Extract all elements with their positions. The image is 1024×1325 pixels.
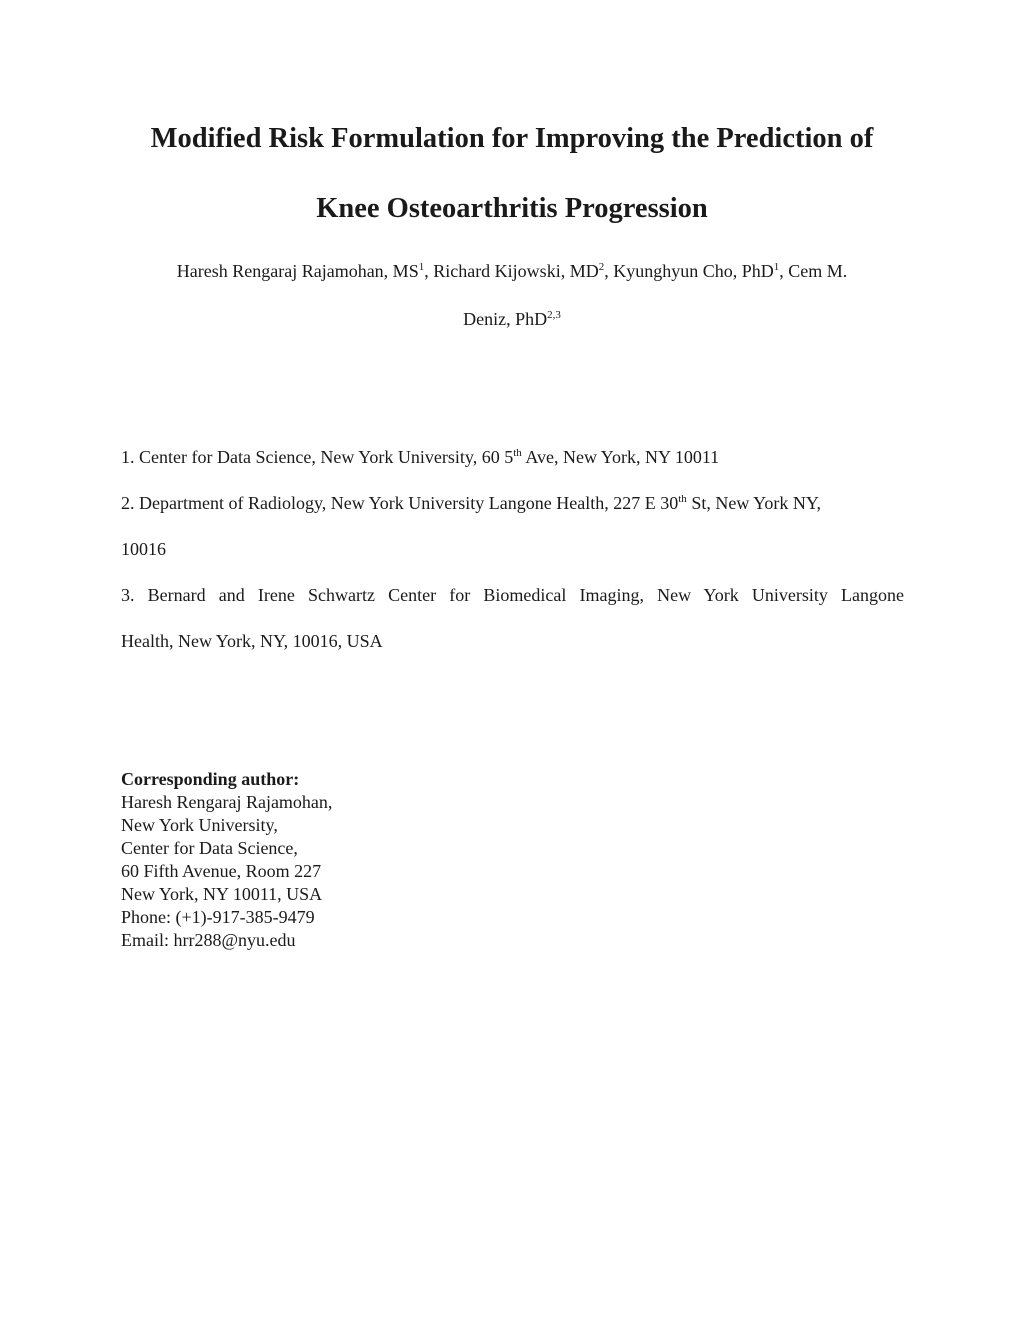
paper-title-line-1: Modified Risk Formulation for Improving the Prediction of <box>150 123 874 154</box>
affiliation-text: 2. Department of Radiology, New York University Langone Health, 227 E 30 <box>121 493 679 513</box>
author-name: Haresh Rengaraj Rajamohan, MS <box>176 261 419 281</box>
corresponding-author-name: Haresh Rengaraj Rajamohan, <box>121 792 333 812</box>
affiliation-text: Ave, New York, NY 10011 <box>521 447 720 467</box>
affiliation-2 <box>121 492 904 514</box>
affiliation-1 <box>121 446 904 468</box>
affiliation-text: 1. Center for Data Science, New York University, 60 5 <box>121 447 514 467</box>
author-name: , Kyunghyun Cho, PhD <box>604 261 774 281</box>
author-name: Deniz, PhD <box>463 309 548 329</box>
author-name: , Richard Kijowski, MD <box>424 261 599 281</box>
corresponding-author-city: New York, NY 10011, USA <box>121 884 323 904</box>
author-affiliation-marker: 2 <box>598 261 605 273</box>
author-affiliation-marker: 1 <box>773 261 780 273</box>
paper-title-line-2: Knee Osteoarthritis Progression <box>316 193 708 224</box>
affiliation-2-continued: 10016 <box>121 539 166 559</box>
corresponding-author-institution: New York University, <box>121 815 278 835</box>
ordinal-suffix: th <box>513 447 522 459</box>
author-list-line-1 <box>0 260 1024 282</box>
corresponding-author-department: Center for Data Science, <box>121 838 298 858</box>
corresponding-author-block <box>121 768 332 952</box>
author-list-line-2 <box>0 308 1024 330</box>
author-affiliation-marker: 1 <box>418 261 425 273</box>
author-affiliation-marker: 2,3 <box>547 309 561 321</box>
affiliation-3-continued: Health, New York, NY, 10016, USA <box>121 631 383 651</box>
affiliation-text: St, New York NY, <box>686 493 822 513</box>
corresponding-author-street: 60 Fifth Avenue, Room 227 <box>121 861 322 881</box>
affiliation-3: 3. Bernard and Irene Schwartz Center for Biomedical Imaging, New York University Langone <box>121 585 904 605</box>
corresponding-author-label: Corresponding author: <box>121 769 300 789</box>
corresponding-author-email: Email: hrr288@nyu.edu <box>121 930 296 950</box>
corresponding-author-phone: Phone: (+1)-917-385-9479 <box>121 907 315 927</box>
author-name: , Cem M. <box>779 261 848 281</box>
ordinal-suffix: th <box>678 493 687 505</box>
